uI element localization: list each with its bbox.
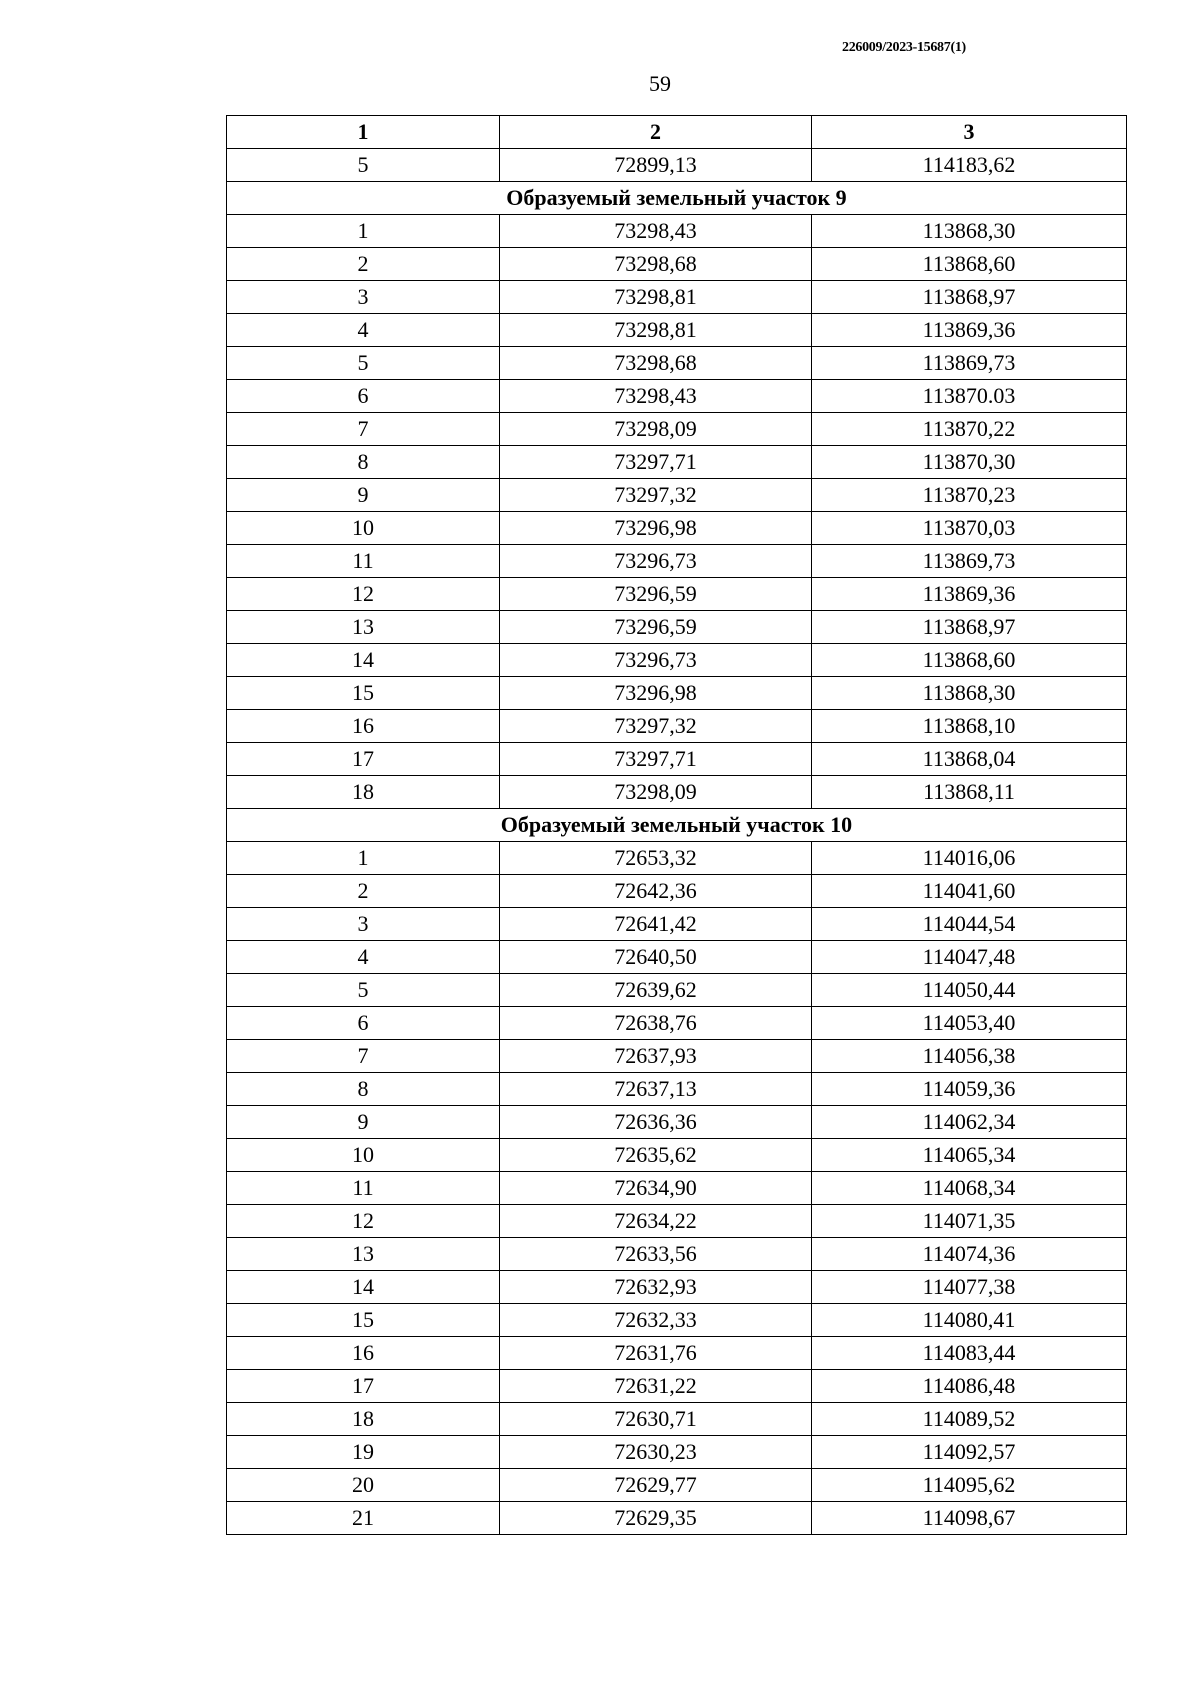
y-coordinate-cell: 113869,36 (812, 578, 1127, 611)
y-coordinate-cell: 114089,52 (812, 1403, 1127, 1436)
table-row (227, 1337, 1127, 1370)
x-coordinate-cell: 72634,90 (500, 1172, 812, 1205)
table-row (227, 314, 1127, 347)
y-coordinate-cell: 113868,04 (812, 743, 1127, 776)
y-coordinate-cell: 114086,48 (812, 1370, 1127, 1403)
point-number-cell: 6 (227, 380, 500, 413)
point-number-cell: 13 (227, 611, 500, 644)
x-coordinate-cell: 72637,13 (500, 1073, 812, 1106)
table-row (227, 677, 1127, 710)
table-header-row (227, 116, 1127, 149)
x-coordinate-cell: 72640,50 (500, 941, 812, 974)
x-coordinate-cell: 73297,71 (500, 446, 812, 479)
table-row (227, 1502, 1127, 1535)
point-number-cell: 1 (227, 215, 500, 248)
x-coordinate-cell: 73296,98 (500, 512, 812, 545)
y-coordinate-cell: 114183,62 (812, 149, 1127, 182)
x-coordinate-cell: 73298,43 (500, 380, 812, 413)
point-number-cell: 14 (227, 644, 500, 677)
point-number-cell: 15 (227, 677, 500, 710)
x-coordinate-cell: 72641,42 (500, 908, 812, 941)
table-row (227, 446, 1127, 479)
y-coordinate-cell: 114016,06 (812, 842, 1127, 875)
y-coordinate-cell: 114083,44 (812, 1337, 1127, 1370)
x-coordinate-cell: 72629,35 (500, 1502, 812, 1535)
table-row (227, 380, 1127, 413)
table-row (227, 1271, 1127, 1304)
table-row (227, 281, 1127, 314)
table-row (227, 1106, 1127, 1139)
y-coordinate-cell: 113868,30 (812, 677, 1127, 710)
y-coordinate-cell: 113868,30 (812, 215, 1127, 248)
x-coordinate-cell: 73296,59 (500, 578, 812, 611)
y-coordinate-cell: 114095,62 (812, 1469, 1127, 1502)
point-number-cell: 7 (227, 413, 500, 446)
x-coordinate-cell: 73298,09 (500, 776, 812, 809)
point-number-cell: 4 (227, 314, 500, 347)
point-number-cell: 12 (227, 1205, 500, 1238)
point-number-cell: 5 (227, 974, 500, 1007)
y-coordinate-cell: 113869,73 (812, 347, 1127, 380)
point-number-cell: 14 (227, 1271, 500, 1304)
point-number-cell: 2 (227, 248, 500, 281)
x-coordinate-cell: 72635,62 (500, 1139, 812, 1172)
column-header: 3 (812, 116, 1127, 149)
table-row (227, 941, 1127, 974)
page-number: 59 (649, 71, 671, 96)
section-title: Образуемый земельный участок 9 (227, 182, 1127, 215)
y-coordinate-cell: 114077,38 (812, 1271, 1127, 1304)
point-number-cell: 16 (227, 1337, 500, 1370)
y-coordinate-cell: 114044,54 (812, 908, 1127, 941)
x-coordinate-cell: 73296,59 (500, 611, 812, 644)
y-coordinate-cell: 114041,60 (812, 875, 1127, 908)
point-number-cell: 3 (227, 908, 500, 941)
point-number-cell: 5 (227, 149, 500, 182)
table-row (227, 149, 1127, 182)
table-row (227, 1172, 1127, 1205)
y-coordinate-cell: 113869,36 (812, 314, 1127, 347)
y-coordinate-cell: 114062,34 (812, 1106, 1127, 1139)
table-row (227, 347, 1127, 380)
y-coordinate-cell: 114074,36 (812, 1238, 1127, 1271)
point-number-cell: 4 (227, 941, 500, 974)
point-number-cell: 15 (227, 1304, 500, 1337)
x-coordinate-cell: 72899,13 (500, 149, 812, 182)
point-number-cell: 6 (227, 1007, 500, 1040)
point-number-cell: 19 (227, 1436, 500, 1469)
point-number-cell: 8 (227, 1073, 500, 1106)
point-number-cell: 21 (227, 1502, 500, 1535)
y-coordinate-cell: 114053,40 (812, 1007, 1127, 1040)
table-body (227, 149, 1127, 1535)
y-coordinate-cell: 114050,44 (812, 974, 1127, 1007)
x-coordinate-cell: 72631,76 (500, 1337, 812, 1370)
y-coordinate-cell: 113868,97 (812, 611, 1127, 644)
x-coordinate-cell: 73296,73 (500, 545, 812, 578)
y-coordinate-cell: 113868,60 (812, 248, 1127, 281)
point-number-cell: 10 (227, 512, 500, 545)
table-row (227, 611, 1127, 644)
x-coordinate-cell: 73298,81 (500, 314, 812, 347)
x-coordinate-cell: 72653,32 (500, 842, 812, 875)
x-coordinate-cell: 73296,73 (500, 644, 812, 677)
point-number-cell: 5 (227, 347, 500, 380)
point-number-cell: 17 (227, 1370, 500, 1403)
point-number-cell: 20 (227, 1469, 500, 1502)
point-number-cell: 18 (227, 1403, 500, 1436)
y-coordinate-cell: 114071,35 (812, 1205, 1127, 1238)
table-row (227, 215, 1127, 248)
point-number-cell: 12 (227, 578, 500, 611)
x-coordinate-cell: 73298,09 (500, 413, 812, 446)
y-coordinate-cell: 113870,22 (812, 413, 1127, 446)
y-coordinate-cell: 113868,97 (812, 281, 1127, 314)
section-title: Образуемый земельный участок 10 (227, 809, 1127, 842)
point-number-cell: 9 (227, 1106, 500, 1139)
y-coordinate-cell: 113870.03 (812, 380, 1127, 413)
table-row (227, 512, 1127, 545)
x-coordinate-cell: 72630,71 (500, 1403, 812, 1436)
y-coordinate-cell: 113870,23 (812, 479, 1127, 512)
x-coordinate-cell: 73296,98 (500, 677, 812, 710)
y-coordinate-cell: 114065,34 (812, 1139, 1127, 1172)
x-coordinate-cell: 72634,22 (500, 1205, 812, 1238)
column-header: 1 (227, 116, 500, 149)
x-coordinate-cell: 73297,71 (500, 743, 812, 776)
point-number-cell: 11 (227, 545, 500, 578)
table-row (227, 1238, 1127, 1271)
table-row (227, 1205, 1127, 1238)
table-row (227, 908, 1127, 941)
x-coordinate-cell: 72639,62 (500, 974, 812, 1007)
point-number-cell: 13 (227, 1238, 500, 1271)
table-row (227, 743, 1127, 776)
table-row (227, 479, 1127, 512)
x-coordinate-cell: 73297,32 (500, 710, 812, 743)
x-coordinate-cell: 73298,68 (500, 347, 812, 380)
x-coordinate-cell: 73298,43 (500, 215, 812, 248)
y-coordinate-cell: 114080,41 (812, 1304, 1127, 1337)
x-coordinate-cell: 72642,36 (500, 875, 812, 908)
x-coordinate-cell: 72629,77 (500, 1469, 812, 1502)
table-row (227, 842, 1127, 875)
x-coordinate-cell: 72632,33 (500, 1304, 812, 1337)
x-coordinate-cell: 73298,68 (500, 248, 812, 281)
table-row (227, 1304, 1127, 1337)
table-row (227, 1436, 1127, 1469)
y-coordinate-cell: 113869,73 (812, 545, 1127, 578)
y-coordinate-cell: 114059,36 (812, 1073, 1127, 1106)
x-coordinate-cell: 72630,23 (500, 1436, 812, 1469)
table-row (227, 644, 1127, 677)
y-coordinate-cell: 113868,60 (812, 644, 1127, 677)
table-row (227, 413, 1127, 446)
y-coordinate-cell: 114098,67 (812, 1502, 1127, 1535)
y-coordinate-cell: 113870,03 (812, 512, 1127, 545)
table-row (227, 1403, 1127, 1436)
y-coordinate-cell: 114092,57 (812, 1436, 1127, 1469)
coordinates-table (226, 115, 1127, 1535)
table-row (227, 1370, 1127, 1403)
table-row (227, 1469, 1127, 1502)
table-row (227, 875, 1127, 908)
y-coordinate-cell: 113870,30 (812, 446, 1127, 479)
section-header-row (227, 182, 1127, 215)
point-number-cell: 16 (227, 710, 500, 743)
point-number-cell: 8 (227, 446, 500, 479)
table-row (227, 1139, 1127, 1172)
point-number-cell: 2 (227, 875, 500, 908)
x-coordinate-cell: 73298,81 (500, 281, 812, 314)
table-row (227, 710, 1127, 743)
y-coordinate-cell: 113868,10 (812, 710, 1127, 743)
table-row (227, 578, 1127, 611)
table-row (227, 1040, 1127, 1073)
column-header: 2 (500, 116, 812, 149)
x-coordinate-cell: 72636,36 (500, 1106, 812, 1139)
x-coordinate-cell: 72631,22 (500, 1370, 812, 1403)
y-coordinate-cell: 113868,11 (812, 776, 1127, 809)
point-number-cell: 1 (227, 842, 500, 875)
point-number-cell: 11 (227, 1172, 500, 1205)
table-row (227, 248, 1127, 281)
point-number-cell: 3 (227, 281, 500, 314)
document-number: 226009/2023-15687(1) (842, 40, 966, 55)
point-number-cell: 18 (227, 776, 500, 809)
point-number-cell: 10 (227, 1139, 500, 1172)
table-row (227, 545, 1127, 578)
y-coordinate-cell: 114047,48 (812, 941, 1127, 974)
x-coordinate-cell: 72637,93 (500, 1040, 812, 1073)
table-row (227, 974, 1127, 1007)
point-number-cell: 7 (227, 1040, 500, 1073)
x-coordinate-cell: 72632,93 (500, 1271, 812, 1304)
x-coordinate-cell: 73297,32 (500, 479, 812, 512)
table-row (227, 776, 1127, 809)
x-coordinate-cell: 72633,56 (500, 1238, 812, 1271)
point-number-cell: 9 (227, 479, 500, 512)
table-row (227, 1073, 1127, 1106)
y-coordinate-cell: 114056,38 (812, 1040, 1127, 1073)
point-number-cell: 17 (227, 743, 500, 776)
table-row (227, 1007, 1127, 1040)
x-coordinate-cell: 72638,76 (500, 1007, 812, 1040)
y-coordinate-cell: 114068,34 (812, 1172, 1127, 1205)
section-header-row (227, 809, 1127, 842)
